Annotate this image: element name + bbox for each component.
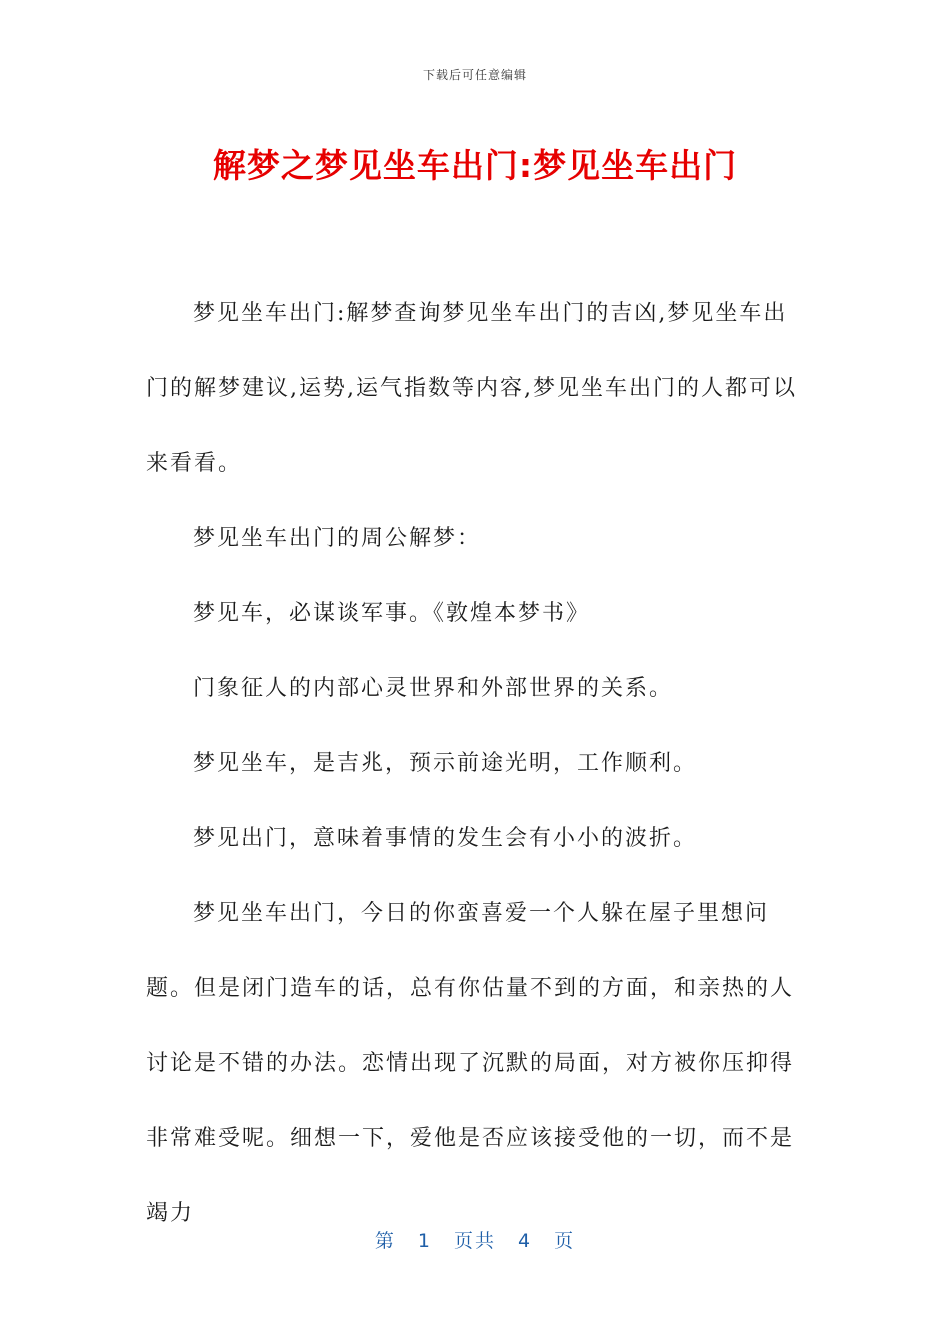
- page-footer: [0, 1226, 950, 1253]
- footer-total-pages: 4: [518, 1230, 533, 1252]
- footer-prefix: 第: [374, 1230, 396, 1252]
- page-title: 解梦之梦见坐车出门:梦见坐车出门: [212, 146, 738, 185]
- footer-middle: 页共: [453, 1230, 496, 1252]
- document-body: [146, 276, 811, 1251]
- paragraph-door: 门象征人的内部心灵世界和外部世界的关系。: [193, 676, 674, 701]
- paragraph-intro: 梦见坐车出门:解梦查询梦见坐车出门的吉凶,梦见坐车出门的解梦建议,运势,运气指数等内容,梦见坐车出门的人都可以来看看。: [146, 301, 797, 476]
- header-note: 下载后可任意编辑: [422, 68, 527, 82]
- paragraph-fortune: 梦见坐车出门，今日的你蛮喜爱一个人躲在屋子里想问题。但是闭门造车的话，总有你估量不到的方面，和亲热的人讨论是不错的办法。恋情出现了沉默的局面，对方被你压抑得非常难受呢。细想一下，爱他是否应该接受他的一切，而不是竭力: [146, 901, 795, 1226]
- paragraph-going-out: 梦见出门，意味着事情的发生会有小小的波折。: [193, 826, 698, 851]
- paragraph-riding: 梦见坐车，是吉兆，预示前途光明，工作顺利。: [193, 751, 698, 776]
- footer-suffix: 页: [554, 1230, 576, 1252]
- paragraph-heading: 梦见坐车出门的周公解梦：: [193, 526, 482, 551]
- paragraph-dunhuang: 梦见车，必谋谈军事。《敦煌本梦书》: [193, 601, 591, 626]
- footer-current-page: 1: [417, 1230, 432, 1252]
